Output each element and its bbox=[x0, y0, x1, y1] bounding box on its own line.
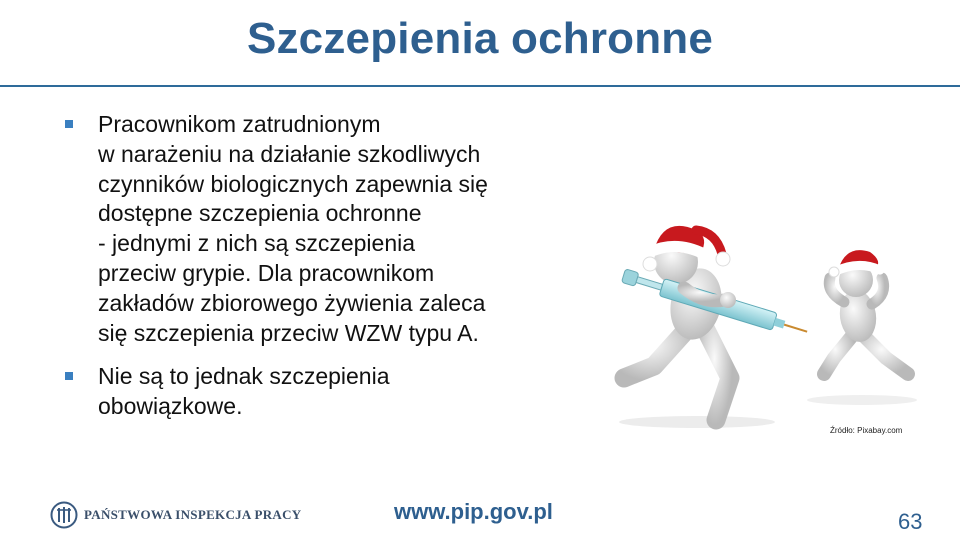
bullet-2-line-1: Nie są to jednak szczepienia bbox=[98, 363, 390, 390]
bullet-2-line-2: obowiązkowe. bbox=[98, 393, 243, 420]
title-divider bbox=[0, 85, 960, 87]
bullet-1-line-7: zakładów zbiorowego żywienia zaleca bbox=[98, 289, 486, 316]
bullet-square-icon bbox=[65, 372, 73, 380]
bullet-item-2 bbox=[62, 362, 562, 422]
bullet-1-line-3: czynników biologicznych zapewnia się bbox=[98, 170, 488, 197]
bullet-1-line-4: dostępne szczepienia ochronne bbox=[98, 200, 422, 227]
slide-title: Szczepienia ochronne bbox=[246, 14, 714, 63]
bullet-1-line-2: w narażeniu na działanie szkodliwych bbox=[98, 140, 481, 167]
bullet-list bbox=[62, 110, 562, 436]
bullet-square-icon bbox=[65, 120, 73, 128]
bullet-1-line-5: - jednymi z nich są szczepienia bbox=[98, 230, 416, 257]
pip-logo-icon bbox=[50, 501, 78, 529]
bullet-1-line-8: się szczepienia przeciw WZW typu A. bbox=[98, 319, 479, 346]
santa-syringe-illustration bbox=[612, 208, 922, 433]
image-source-caption: Źródło: Pixabay.com bbox=[830, 426, 903, 435]
page-number: 63 bbox=[898, 509, 923, 534]
bullet-item-1 bbox=[62, 110, 562, 348]
organization-name: PAŃSTWOWA INSPEKCJA PRACY bbox=[84, 507, 302, 522]
bullet-1-line-1: Pracownikom zatrudnionym bbox=[98, 111, 381, 137]
bullet-1-line-6: przeciw grypie. Dla pracownikom bbox=[98, 259, 435, 286]
website-url[interactable]: www.pip.gov.pl bbox=[394, 499, 553, 524]
